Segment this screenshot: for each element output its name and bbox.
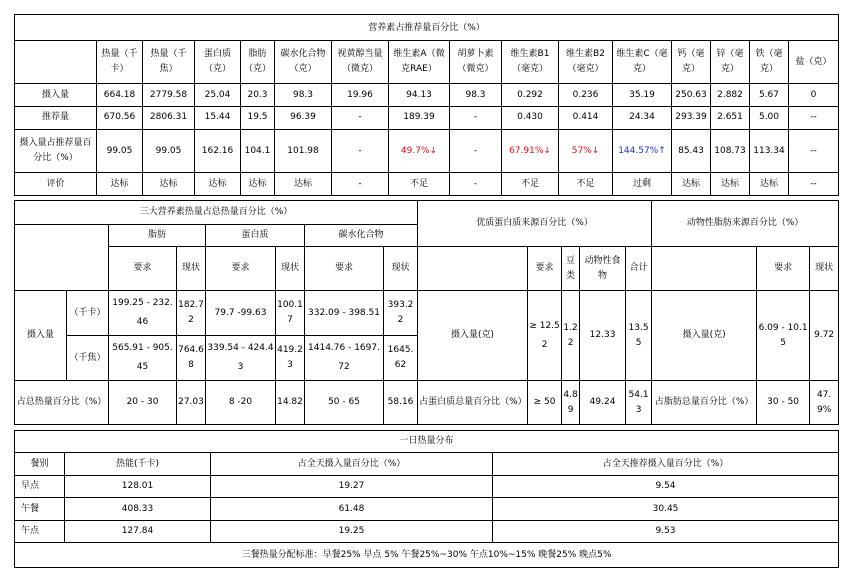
data-cell: 14.82 <box>276 381 305 425</box>
data-cell: 108.73 <box>711 129 750 172</box>
data-cell: 419.23 <box>276 336 305 381</box>
cur-header: 现状 <box>177 247 206 291</box>
header-cell: 锌（毫克） <box>711 41 750 84</box>
header-cell: 盐（克） <box>789 41 839 84</box>
data-cell: 664.18 <box>97 84 143 107</box>
table-row <box>15 520 839 542</box>
data-cell: 0.414 <box>559 107 613 130</box>
data-cell: 96.39 <box>275 107 332 130</box>
data-cell: 1.22 <box>562 291 580 381</box>
header-cell: 餐别 <box>15 453 65 475</box>
data-cell: 58.16 <box>384 381 418 425</box>
protein-source-title: 优质蛋白质来源百分比（%） <box>418 201 652 247</box>
protein-intake-label: 摄入量(克) <box>418 291 528 381</box>
data-cell: 19.27 <box>211 475 493 497</box>
data-cell: 30 - 50 <box>757 381 810 425</box>
blank-corner <box>15 225 109 291</box>
data-cell: 15.44 <box>195 107 241 130</box>
data-cell: 27.03 <box>177 381 206 425</box>
data-cell: ≥ 12.52 <box>528 291 562 381</box>
req-header: 要求 <box>109 247 177 291</box>
data-cell: 19.5 <box>241 107 275 130</box>
row-label: 推荐量 <box>15 107 97 130</box>
macro-source-table <box>14 200 839 425</box>
data-cell: 25.04 <box>195 84 241 107</box>
table-row <box>15 84 839 107</box>
header-cell: 蛋白质（克） <box>195 41 241 84</box>
data-cell: 0.236 <box>559 84 613 107</box>
data-cell: 199.25 - 232.46 <box>109 291 177 336</box>
data-cell: 30.45 <box>493 498 839 520</box>
data-cell: ≥ 50 <box>528 381 562 425</box>
data-cell: 1645.62 <box>384 336 418 381</box>
header-cell: 占全天推荐摄入量百分比（%） <box>493 453 839 475</box>
data-cell: - <box>450 129 502 172</box>
data-cell: 24.34 <box>613 107 672 130</box>
data-cell: 达标 <box>275 173 332 196</box>
data-cell: - <box>450 173 502 196</box>
distribution-header-row <box>15 453 839 475</box>
data-cell: -- <box>789 173 839 196</box>
header-cell: 热能(千卡) <box>65 453 211 475</box>
nutrient-table-title: 营养素占推荐量百分比（%） <box>15 15 839 41</box>
table-row <box>15 475 839 497</box>
data-cell: 85.43 <box>672 129 711 172</box>
data-cell: 100.17 <box>276 291 305 336</box>
header-blank <box>15 41 97 84</box>
data-cell: 35.19 <box>613 84 672 107</box>
cur-header: 现状 <box>810 247 839 291</box>
row-label: 摄入量 <box>15 84 97 107</box>
distribution-standard-note: 三餐热量分配标准：早餐25% 早点 5% 午餐25%~30% 午点10%~15% 晚餐25% 晚点5% <box>15 543 839 568</box>
meal-label: 午点 <box>15 520 65 542</box>
header-cell: 钙（毫克） <box>672 41 711 84</box>
data-cell: 79.7 -99.63 <box>206 291 276 336</box>
blank-cell <box>652 247 757 291</box>
data-cell: 13.55 <box>626 291 652 381</box>
header-cell: 维生素A（微克RAE） <box>389 41 450 84</box>
macro-energy-title: 三大营养素热量占总热量百分比（%） <box>15 201 418 225</box>
data-cell: 过剩 <box>613 173 672 196</box>
fat-intake-label: 摄入量(克) <box>652 291 757 381</box>
data-cell: 0.292 <box>502 84 559 107</box>
data-cell: 达标 <box>97 173 143 196</box>
table-row <box>15 173 839 196</box>
total-header: 合计 <box>626 247 652 291</box>
header-cell: 维生素B2（毫克） <box>559 41 613 84</box>
data-cell: 113.34 <box>750 129 789 172</box>
data-cell: 4.89 <box>562 381 580 425</box>
data-cell: 94.13 <box>389 84 450 107</box>
data-cell: -- <box>789 129 839 172</box>
data-cell: 2779.58 <box>143 84 195 107</box>
header-cell: 碳水化合物（克） <box>275 41 332 84</box>
data-cell: - <box>332 107 389 130</box>
data-cell: 20 - 30 <box>109 381 177 425</box>
animal-header: 动物性食物 <box>580 247 626 291</box>
fat-source-title: 动物性脂肪来源百分比（%） <box>652 201 839 247</box>
header-cell: 维生素C（毫克） <box>613 41 672 84</box>
data-cell: 12.33 <box>580 291 626 381</box>
data-cell: 0 <box>789 84 839 107</box>
cur-header: 现状 <box>276 247 305 291</box>
data-cell: 19.25 <box>211 520 493 542</box>
data-cell: 不足 <box>389 173 450 196</box>
row-label: 摄入量占推荐量百分比（%） <box>15 129 97 172</box>
data-cell: 98.3 <box>275 84 332 107</box>
header-cell: 胡萝卜素（微克） <box>450 41 502 84</box>
data-cell: - <box>450 107 502 130</box>
data-cell: 47.9% <box>810 381 839 425</box>
fat-header: 脂肪 <box>109 225 206 247</box>
data-cell: 2806.31 <box>143 107 195 130</box>
carb-header: 碳水化合物 <box>305 225 418 247</box>
distribution-title: 一日热量分布 <box>15 431 839 453</box>
data-cell: 565.91 - 905.45 <box>109 336 177 381</box>
fat-ratio-label: 占脂肪总量百分比（%） <box>652 381 757 425</box>
data-cell: 127.84 <box>65 520 211 542</box>
data-cell: 408.33 <box>65 498 211 520</box>
data-cell: 达标 <box>195 173 241 196</box>
data-cell: 49.24 <box>580 381 626 425</box>
data-cell: 达标 <box>241 173 275 196</box>
data-cell: 5.00 <box>750 107 789 130</box>
data-cell: - <box>332 173 389 196</box>
data-cell: 99.05 <box>143 129 195 172</box>
data-cell: 250.63 <box>672 84 711 107</box>
energy-distribution-table <box>14 430 839 568</box>
header-cell: 视黄醇当量（微克） <box>332 41 389 84</box>
req-header: 要求 <box>305 247 384 291</box>
data-cell: 8 -20 <box>206 381 276 425</box>
data-cell: -- <box>789 107 839 130</box>
data-cell: 2.882 <box>711 84 750 107</box>
data-cell: 0.430 <box>502 107 559 130</box>
data-cell: 189.39 <box>389 107 450 130</box>
unit-kj: （千焦） <box>67 336 109 381</box>
data-cell: 98.3 <box>450 84 502 107</box>
data-cell: 393.22 <box>384 291 418 336</box>
header-cell: 铁（毫克） <box>750 41 789 84</box>
data-cell: 101.98 <box>275 129 332 172</box>
data-cell: 达标 <box>143 173 195 196</box>
data-cell: 293.39 <box>672 107 711 130</box>
meal-label: 早点 <box>15 475 65 497</box>
data-cell: 达标 <box>750 173 789 196</box>
data-cell: 9.53 <box>493 520 839 542</box>
cur-header: 现状 <box>384 247 418 291</box>
data-cell: 339.54 - 424.43 <box>206 336 276 381</box>
data-cell: 1414.76 - 1697.72 <box>305 336 384 381</box>
table-row <box>15 129 839 172</box>
req-header: 要求 <box>206 247 276 291</box>
ratio-label: 占总热量百分比（%） <box>15 381 109 425</box>
table-row <box>15 107 839 130</box>
row-label: 评价 <box>15 173 97 196</box>
header-cell: 热量（千焦） <box>143 41 195 84</box>
data-cell: - <box>332 129 389 172</box>
deficit-cell: 67.91%↓ <box>502 129 559 172</box>
data-cell: 99.05 <box>97 129 143 172</box>
data-cell: 104.1 <box>241 129 275 172</box>
header-cell: 脂肪（克） <box>241 41 275 84</box>
data-cell: 162.16 <box>195 129 241 172</box>
data-cell: 2.651 <box>711 107 750 130</box>
meal-label: 午餐 <box>15 498 65 520</box>
data-cell: 5.67 <box>750 84 789 107</box>
data-cell: 19.96 <box>332 84 389 107</box>
excess-cell: 144.57%↑ <box>613 129 672 172</box>
protein-ratio-label: 占蛋白质总量百分比（%） <box>418 381 528 425</box>
deficit-cell: 49.7%↓ <box>389 129 450 172</box>
header-cell: 维生素B1（毫克） <box>502 41 559 84</box>
table-row <box>15 498 839 520</box>
data-cell: 332.09 - 398.51 <box>305 291 384 336</box>
deficit-cell: 57%↓ <box>559 129 613 172</box>
req-header: 要求 <box>528 247 562 291</box>
data-cell: 9.72 <box>810 291 839 381</box>
header-cell: 热量（千卡） <box>97 41 143 84</box>
data-cell: 不足 <box>502 173 559 196</box>
data-cell: 670.56 <box>97 107 143 130</box>
data-cell: 764.68 <box>177 336 206 381</box>
nutrient-header-row <box>15 41 839 84</box>
data-cell: 50 - 65 <box>305 381 384 425</box>
data-cell: 54.13 <box>626 381 652 425</box>
intake-label: 摄入量 <box>15 291 67 381</box>
data-cell: 61.48 <box>211 498 493 520</box>
unit-kcal: （千卡） <box>67 291 109 336</box>
data-cell: 128.01 <box>65 475 211 497</box>
data-cell: 20.3 <box>241 84 275 107</box>
data-cell: 达标 <box>711 173 750 196</box>
req-header: 要求 <box>757 247 810 291</box>
protein-header: 蛋白质 <box>206 225 305 247</box>
nutrient-table <box>14 14 839 196</box>
blank-cell <box>418 247 528 291</box>
data-cell: 9.54 <box>493 475 839 497</box>
data-cell: 达标 <box>672 173 711 196</box>
header-cell: 占全天摄入量百分比（%） <box>211 453 493 475</box>
data-cell: 6.09 - 10.15 <box>757 291 810 381</box>
bean-header: 豆类 <box>562 247 580 291</box>
data-cell: 不足 <box>559 173 613 196</box>
data-cell: 182.72 <box>177 291 206 336</box>
